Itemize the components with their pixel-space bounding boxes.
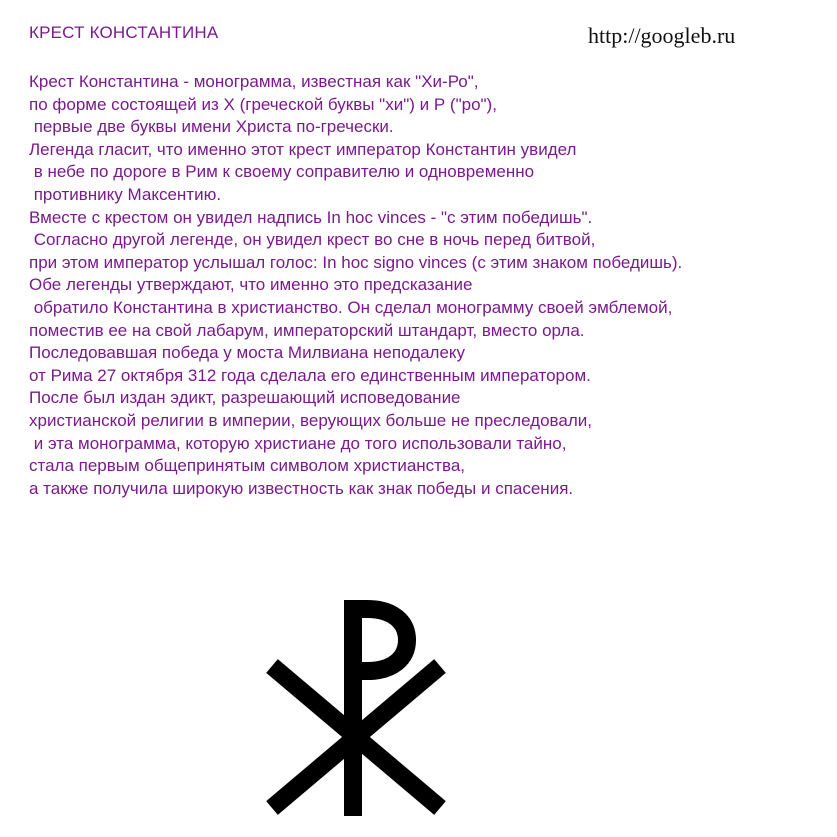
- article-line: при этом император услышал голос: In hoc signo vinces (с этим знаком победишь).: [29, 252, 683, 272]
- article-line: от Рима 27 октября 312 года сделала его единственным императором.: [29, 365, 591, 385]
- article-body: [29, 71, 829, 500]
- article-line: обратило Константина в христианство. Он сделал монограмму своей эмблемой,: [29, 297, 673, 317]
- watermark-link[interactable]: http://googleb.ru: [588, 23, 736, 48]
- article-line: стала первым общепринятым символом христианства,: [29, 456, 465, 476]
- article-line: Обе легенды утверждают, что именно это предсказание: [29, 275, 473, 295]
- article-line: по форме состоящей из X (греческой буквы "хи") и Р ("ро"),: [29, 94, 497, 114]
- article-line: христианской религии в империи, верующих больше не преследовали,: [29, 410, 592, 430]
- article-line: Легенда гласит, что именно этот крест император Константин увидел: [29, 139, 577, 159]
- chi-rho-icon: [250, 588, 470, 818]
- article-line: поместив ее на свой лабарум, императорский штандарт, вместо орла.: [29, 320, 585, 340]
- article-line: Крест Константина - монограмма, известная как "Хи-Ро",: [29, 72, 479, 91]
- article-line: После был издан эдикт, разрешающий исповедование: [29, 388, 461, 408]
- article-line: Вместе с крестом он увидел надпись In hoc vinces - "с этим победишь".: [29, 207, 593, 227]
- article-line: противнику Максентию.: [29, 184, 222, 204]
- article-line: Согласно другой легенде, он увидел крест во сне в ночь перед битвой,: [29, 230, 596, 250]
- article-line: а также получила широкую известность как знак победы и спасения.: [29, 478, 574, 498]
- page-title: КРЕСТ КОНСТАНТИНА: [29, 23, 219, 42]
- article-line: Последовавшая победа у моста Милвиана неподалеку: [29, 343, 466, 363]
- article-line: и эта монограмма, которую христиане до того использовали тайно,: [29, 433, 567, 453]
- article-line: первые две буквы имени Христа по-гречески.: [29, 117, 394, 137]
- article-line: в небе по дороге в Рим к своему соправителю и одновременно: [29, 162, 535, 182]
